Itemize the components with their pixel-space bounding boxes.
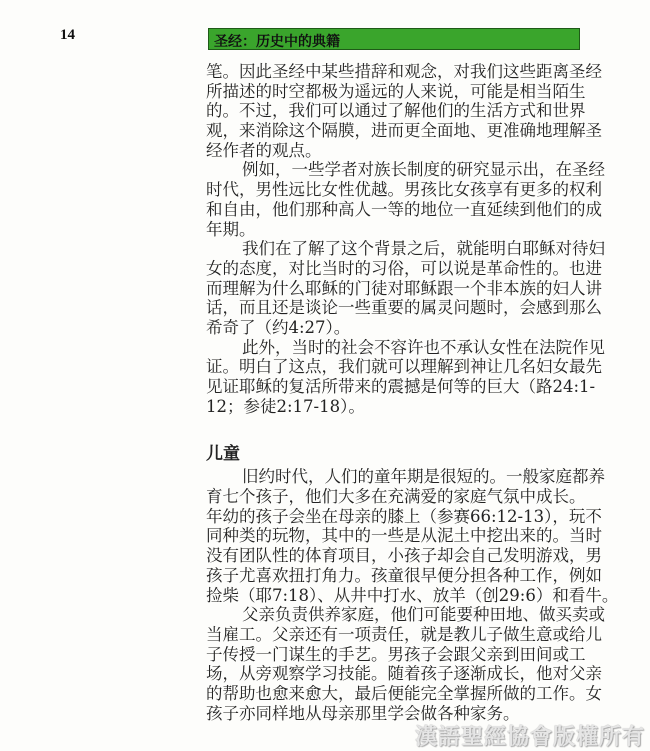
text-line: 此外，当时的社会不容许也不承认女性在法院作见 <box>242 337 605 357</box>
text-line: 笔。因此圣经中某些措辞和观念，对我们这些距离圣经 <box>206 62 602 81</box>
section-children <box>206 467 619 723</box>
text-line: 12；参徒2:17-18）。 <box>206 396 365 416</box>
text-line: 的。不过，我们可以通过了解他们的生活方式和世界 <box>206 101 586 121</box>
text-line: 见证耶稣的复活所带来的震撼是何等的巨大（路24:1- <box>206 377 596 396</box>
text-line: 场，从旁观察学习技能。随着孩子逐渐成长，他对父亲 <box>206 664 602 684</box>
running-header-bar <box>208 28 580 50</box>
section-heading: 儿童 <box>206 444 240 465</box>
text-line: 孩子尤喜欢扭打角力。孩童很早便分担各种工作，例如 <box>206 565 602 585</box>
paragraph <box>206 160 605 239</box>
paragraph <box>206 467 619 605</box>
section-intro <box>206 62 605 416</box>
text-line: 年期。 <box>206 219 256 239</box>
text-line: 而理解为什么耶稣的门徒对耶稣跟一个非本族的妇人讲 <box>206 278 602 298</box>
text-line: 所描述的时空都极为遥远的人来说，可能是相当陌生 <box>206 81 586 101</box>
text-line: 孩子亦同样地从母亲那里学会做各种家务。 <box>206 703 520 723</box>
text-line: 的帮助也愈来愈大，最后便能完全掌握所做的工作。女 <box>206 683 602 703</box>
page-body <box>206 62 619 723</box>
text-line: 和自由，他们那种高人一等的地位一直延续到他们的成 <box>206 199 602 219</box>
text-line: 经作者的观点。 <box>206 140 322 160</box>
text-line: 父亲负责供养家庭，他们可能要种田地、做买卖或 <box>242 605 605 625</box>
paragraph <box>206 239 605 337</box>
text-line: 话，而且还是谈论一些重要的属灵问题时，会感到那么 <box>206 298 602 318</box>
text-line: 例如，一些学者对族长制度的研究显示出，在圣经 <box>242 160 605 180</box>
text-line: 子传授一门谋生的手艺。男孩子会跟父亲到田间或工 <box>206 644 586 664</box>
text-line: 希奇了（约4:27）。 <box>206 317 351 337</box>
text-line: 观，来消除这个隔膜，进而更全面地、更准确地理解圣 <box>206 121 602 141</box>
paragraph <box>206 337 605 417</box>
text-line: 我们在了解了这个背景之后，就能明白耶稣对待妇 <box>242 239 605 259</box>
text-line: 育七个孩子，他们大多在充满爱的家庭气氛中成长。 <box>206 487 586 507</box>
page-number: 14 <box>60 27 75 43</box>
text-line: 时代，男性远比女性优越。男孩比女孩享有更多的权利 <box>206 180 602 200</box>
text-line: 旧约时代，人们的童年期是很短的。一般家庭都养 <box>242 467 605 487</box>
paragraph <box>206 605 605 723</box>
text-line: 年幼的孩子会坐在母亲的膝上（参赛66:12-13），玩不 <box>206 506 602 526</box>
text-line: 没有团队性的体育项目，小孩子却会自己发明游戏，男 <box>206 546 602 566</box>
text-line: 同种类的玩物，其中的一些是从泥土中挖出来的。当时 <box>206 526 602 546</box>
text-line: 证。明白了这点，我们就可以理解到神让几名妇女最先 <box>206 357 602 377</box>
text-line: 捡柴（耶7:18）、从井中打水、放羊（创29:6）和看牛。 <box>206 585 619 605</box>
paragraph <box>206 62 602 160</box>
copyright-watermark: 漢語聖經協會版權所有 <box>415 724 646 750</box>
text-line: 女的态度，对比当时的习俗，可以说是革命性的。也进 <box>206 258 602 278</box>
running-header-title: 圣经：历史中的典籍 <box>214 34 340 50</box>
text-line: 当雇工。父亲还有一项责任，就是教儿子做生意或给儿 <box>206 624 602 644</box>
